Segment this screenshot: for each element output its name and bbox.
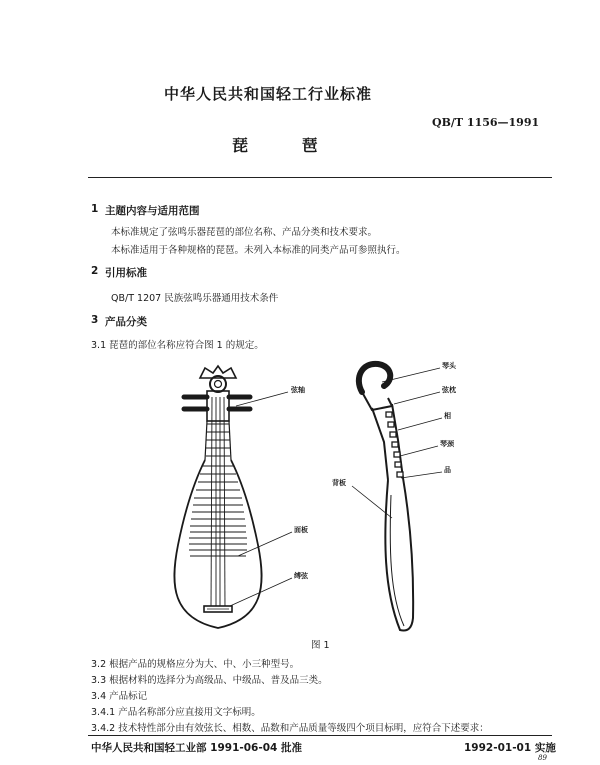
label-beiban: 背板	[332, 479, 346, 487]
section-2-para-1: QB/T 1207 民族弦鸣乐器通用技术条件	[111, 293, 279, 304]
standard-number: QB/T 1156—1991	[432, 116, 540, 129]
page-number: 89	[538, 754, 547, 762]
section-1-title: 主题内容与适用范围	[105, 205, 200, 217]
figure-caption: 图 1	[311, 640, 330, 651]
label-fuxian: 缚弦	[294, 572, 308, 580]
section-2-title: 引用标准	[105, 267, 147, 279]
pipa-side-view	[359, 364, 413, 631]
section-2-number: 2	[91, 265, 99, 277]
section-3-title: 产品分类	[105, 316, 147, 328]
section-1-number: 1	[91, 203, 99, 215]
clause-3-4: 3.4 产品标记	[91, 691, 148, 702]
section-1-para-1: 本标准规定了弦鸣乐器琵琶的部位名称、产品分类和技术要求。	[111, 227, 378, 238]
label-qinjing: 琴颈	[440, 440, 454, 448]
label-xianzhou: 弦轴	[291, 386, 305, 394]
clause-3-4-2: 3.4.2 技术特性部分由有效弦长、相数、品数和产品质量等级四个项目标明，应符合下述要求：	[91, 723, 489, 734]
clause-3-1: 3.1 琵琶的部位名称应符合图 1 的规定。	[91, 340, 264, 351]
footer-issuer: 中华人民共和国轻工业部 1991-06-04 批准	[91, 742, 302, 754]
label-qintou: 琴头	[442, 362, 456, 370]
section-1-para-2: 本标准适用于各种规格的琵琶。未列入本标准的同类产品可参照执行。	[111, 245, 406, 256]
footer-rule	[88, 735, 552, 736]
pipa-front-view	[174, 366, 261, 628]
label-xianzhen: 弦枕	[442, 386, 456, 394]
org-title: 中华人民共和国轻工行业标准	[164, 85, 373, 103]
clause-3-2: 3.2 根据产品的规格应分为大、中、小三种型号。	[91, 659, 300, 670]
clause-3-4-1: 3.4.1 产品名称部分应直接用文字标明。	[91, 707, 261, 718]
label-pin: 品	[444, 466, 451, 474]
label-mianban: 面板	[294, 526, 308, 534]
clause-3-3: 3.3 根据材料的选择分为高级品、中级品、普及品三类。	[91, 675, 328, 686]
footer-effective-date: 1992-01-01 实施	[464, 742, 556, 754]
label-xiang: 相	[444, 412, 451, 420]
document-title: 琵 琶	[232, 136, 342, 155]
section-3-number: 3	[91, 314, 99, 326]
